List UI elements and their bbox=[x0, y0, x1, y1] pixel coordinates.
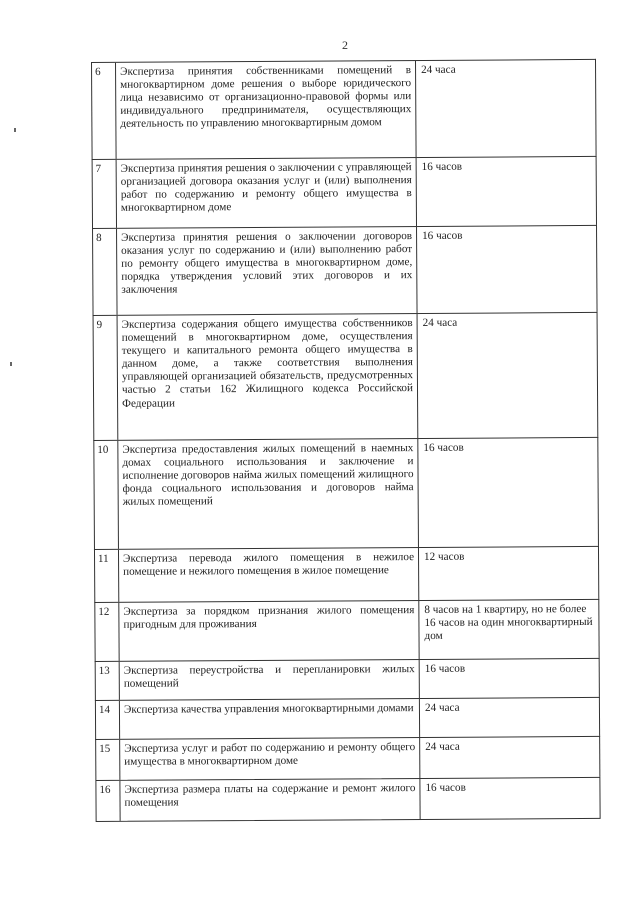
margin-scan-mark bbox=[10, 362, 12, 366]
row-description: Экспертиза переустройства и перепланировки жилых помещений bbox=[120, 660, 420, 700]
row-description: Экспертиза перевода жилого помещения в нежилое помещение и нежилого помещения в жилое помещение bbox=[119, 548, 419, 602]
row-duration: 24 часа bbox=[425, 740, 460, 753]
row-number: 13 bbox=[96, 662, 120, 700]
row-description: Экспертиза размера платы на содержание и ремонт жилого помещения bbox=[120, 779, 420, 821]
row-duration: 12 часов bbox=[423, 550, 465, 563]
page-number: 2 bbox=[342, 38, 348, 52]
row-duration: 16 часов bbox=[423, 441, 464, 454]
row-number: 8 bbox=[93, 229, 118, 315]
row-number: 6 bbox=[92, 63, 117, 159]
row-duration: 16 часов bbox=[422, 229, 463, 242]
table-row bbox=[91, 59, 597, 159]
row-duration: 16 часов bbox=[421, 160, 463, 173]
row-description: Экспертиза услуг и работ по содержанию и ремонту общего имущества в многоквартирном доме bbox=[120, 738, 420, 780]
services-table bbox=[91, 59, 601, 822]
row-description: Экспертиза принятия решения о заключении с управляющей организацией договора оказания услуг и (или) выполнения работ по содержанию и ремонту общего имущества в многоквартирном доме bbox=[117, 158, 417, 228]
row-number: 14 bbox=[96, 701, 120, 739]
row-number: 7 bbox=[93, 160, 117, 228]
row-number: 11 bbox=[95, 550, 119, 602]
row-duration: 16 часов bbox=[424, 662, 466, 675]
table-row bbox=[95, 777, 600, 822]
row-duration: 24 часа bbox=[422, 316, 458, 329]
row-description: Экспертиза предоставления жилых помещений в наемных домах социального использования и заключение и исполнение договоров найма жилых помещений жилищного фонда социального использования и договоров найма жилых помещений bbox=[118, 439, 419, 549]
row-number: 9 bbox=[94, 316, 119, 440]
table-row bbox=[92, 156, 597, 228]
table-row bbox=[93, 312, 599, 440]
row-description: Экспертиза качества управления многоквартирными домами bbox=[120, 699, 420, 739]
table-row bbox=[92, 225, 598, 315]
table-row bbox=[95, 658, 600, 700]
row-description: Экспертиза принятия собственниками помещений в многоквартирном доме решения о выборе юридического лица независимо от организационно-правовой формы или индивидуального предпринимателя, осуществляющих деятельность по управлению многоквартирным домом bbox=[116, 61, 417, 159]
table-row bbox=[94, 546, 599, 602]
row-number: 15 bbox=[96, 740, 120, 780]
table-row bbox=[93, 437, 599, 549]
row-number: 16 bbox=[96, 781, 120, 821]
margin-scan-mark bbox=[14, 128, 16, 132]
row-description: Экспертиза содержания общего имущества собственников помещений в многоквартирном доме, осуществления текущего и капитального ремонта общего имущества в данном доме, а также соответствия выполнения управляющей организацией обязательств, предусмотренных частью 2 статьи 162 Жилищного кодекса Российской Федерации bbox=[118, 314, 419, 440]
row-description: Экспертиза за порядком признания жилого помещения пригодным для проживания bbox=[119, 601, 419, 661]
row-number: 10 bbox=[94, 441, 119, 549]
table-row bbox=[95, 736, 600, 780]
table-row bbox=[95, 697, 600, 739]
row-duration: 8 часов на 1 квартиру, но не более 16 часов на один многоквартирный дом bbox=[424, 602, 593, 643]
row-duration: 16 часов bbox=[425, 781, 466, 794]
table-row bbox=[94, 599, 599, 661]
row-duration: 24 часа bbox=[424, 701, 460, 714]
row-description: Экспертиза принятия решения о заключении договоров оказания услуг по содержанию и (или) выполнению работ по ремонту общего имущества в многоквартирном доме, порядка утверждения условий этих договоров и их заключения bbox=[117, 227, 418, 315]
row-duration: 24 часа bbox=[421, 63, 456, 76]
row-number: 12 bbox=[95, 603, 119, 661]
